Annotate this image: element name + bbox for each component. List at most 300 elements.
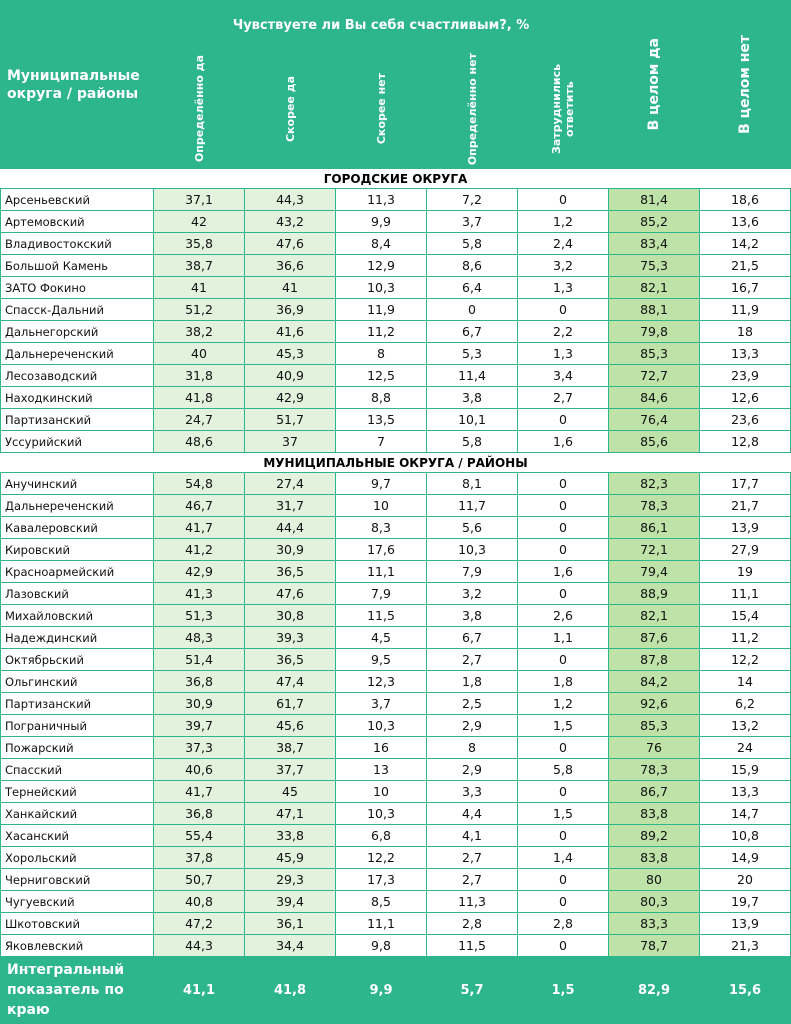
cell-value: 7 — [336, 431, 427, 453]
cell-value: 47,6 — [245, 583, 336, 605]
cell-value: 8 — [427, 737, 518, 759]
cell-value: 42,9 — [245, 387, 336, 409]
cell-value: 3,2 — [518, 255, 609, 277]
table-row — [1, 473, 791, 495]
region-name: Яковлевский — [1, 935, 154, 957]
region-name: Дальнереченский — [1, 343, 154, 365]
cell-value: 40,6 — [154, 759, 245, 781]
cell-value: 40,9 — [245, 365, 336, 387]
cell-value: 40 — [154, 343, 245, 365]
cell-value: 44,4 — [245, 517, 336, 539]
cell-value: 0 — [518, 781, 609, 803]
region-name: Пограничный — [1, 715, 154, 737]
cell-value: 12,2 — [336, 847, 427, 869]
table-row — [1, 605, 791, 627]
cell-value: 1,3 — [518, 343, 609, 365]
cell-value: 2,5 — [427, 693, 518, 715]
cell-value: 14,7 — [700, 803, 791, 825]
cell-value: 41,6 — [245, 321, 336, 343]
total-value: 82,9 — [609, 957, 700, 1024]
cell-value: 87,6 — [609, 627, 700, 649]
cell-value: 0 — [518, 473, 609, 495]
cell-value: 75,3 — [609, 255, 700, 277]
cell-value: 34,4 — [245, 935, 336, 957]
cell-value: 2,7 — [427, 649, 518, 671]
question-header: Чувствуете ли Вы себя счастливым?, % — [154, 1, 609, 50]
col-header-definitely-no — [427, 50, 518, 169]
total-value: 5,7 — [427, 957, 518, 1024]
table-row — [1, 671, 791, 693]
col-label: Скорее да — [283, 75, 297, 143]
total-value: 41,8 — [245, 957, 336, 1024]
cell-value: 10,3 — [336, 803, 427, 825]
cell-value: 92,6 — [609, 693, 700, 715]
region-name: Спасский — [1, 759, 154, 781]
table-row — [1, 299, 791, 321]
cell-value: 45,9 — [245, 847, 336, 869]
section-header-row — [1, 453, 791, 473]
region-name: Надеждинский — [1, 627, 154, 649]
table-row — [1, 233, 791, 255]
total-value: 41,1 — [154, 957, 245, 1024]
cell-value: 6,7 — [427, 627, 518, 649]
table-row — [1, 365, 791, 387]
cell-value: 1,3 — [518, 277, 609, 299]
region-name: Кировский — [1, 539, 154, 561]
cell-value: 41,7 — [154, 781, 245, 803]
cell-value: 41 — [154, 277, 245, 299]
cell-value: 31,7 — [245, 495, 336, 517]
table-row — [1, 387, 791, 409]
cell-value: 81,4 — [609, 189, 700, 211]
cell-value: 2,9 — [427, 759, 518, 781]
cell-value: 0 — [518, 299, 609, 321]
cell-value: 47,1 — [245, 803, 336, 825]
cell-value: 2,6 — [518, 605, 609, 627]
region-name: Спасск-Дальний — [1, 299, 154, 321]
cell-value: 85,3 — [609, 715, 700, 737]
cell-value: 37 — [245, 431, 336, 453]
table-row — [1, 211, 791, 233]
cell-value: 82,1 — [609, 277, 700, 299]
region-name: Тернейский — [1, 781, 154, 803]
table-row — [1, 255, 791, 277]
cell-value: 9,5 — [336, 649, 427, 671]
cell-value: 0 — [518, 539, 609, 561]
cell-value: 6,2 — [700, 693, 791, 715]
cell-value: 2,8 — [427, 913, 518, 935]
table-row — [1, 495, 791, 517]
cell-value: 1,2 — [518, 211, 609, 233]
table-row — [1, 737, 791, 759]
cell-value: 14 — [700, 671, 791, 693]
col-label: Определённо нет — [465, 52, 479, 166]
col-label: Определённо да — [192, 55, 206, 163]
cell-value: 41,3 — [154, 583, 245, 605]
cell-value: 15,4 — [700, 605, 791, 627]
cell-value: 54,8 — [154, 473, 245, 495]
cell-value: 42 — [154, 211, 245, 233]
cell-value: 10,3 — [336, 277, 427, 299]
region-name: Дальнегорский — [1, 321, 154, 343]
cell-value: 11,7 — [427, 495, 518, 517]
cell-value: 80 — [609, 869, 700, 891]
cell-value: 8,8 — [336, 387, 427, 409]
cell-value: 41,2 — [154, 539, 245, 561]
cell-value: 10,3 — [336, 715, 427, 737]
cell-value: 8,5 — [336, 891, 427, 913]
cell-value: 76,4 — [609, 409, 700, 431]
region-name: Уссурийский — [1, 431, 154, 453]
table-row — [1, 715, 791, 737]
cell-value: 84,6 — [609, 387, 700, 409]
cell-value: 82,1 — [609, 605, 700, 627]
table-row — [1, 847, 791, 869]
cell-value: 1,6 — [518, 431, 609, 453]
cell-value: 11,9 — [700, 299, 791, 321]
cell-value: 5,3 — [427, 343, 518, 365]
cell-value: 27,4 — [245, 473, 336, 495]
cell-value: 4,5 — [336, 627, 427, 649]
table-row — [1, 321, 791, 343]
cell-value: 45,3 — [245, 343, 336, 365]
region-name: Черниговский — [1, 869, 154, 891]
cell-value: 9,7 — [336, 473, 427, 495]
table-row — [1, 825, 791, 847]
cell-value: 1,8 — [427, 671, 518, 693]
cell-value: 17,3 — [336, 869, 427, 891]
cell-value: 11,9 — [336, 299, 427, 321]
region-name: Кавалеровский — [1, 517, 154, 539]
cell-value: 3,3 — [427, 781, 518, 803]
region-column-header: Муниципальные округа / районы — [1, 1, 154, 169]
cell-value: 13,6 — [700, 211, 791, 233]
cell-value: 3,7 — [427, 211, 518, 233]
cell-value: 55,4 — [154, 825, 245, 847]
cell-value: 9,9 — [336, 211, 427, 233]
cell-value: 2,7 — [427, 869, 518, 891]
table-row — [1, 781, 791, 803]
cell-value: 39,7 — [154, 715, 245, 737]
cell-value: 47,4 — [245, 671, 336, 693]
cell-value: 0 — [518, 517, 609, 539]
cell-value: 1,5 — [518, 803, 609, 825]
cell-value: 36,6 — [245, 255, 336, 277]
cell-value: 11,1 — [336, 913, 427, 935]
cell-value: 45 — [245, 781, 336, 803]
cell-value: 11,2 — [700, 627, 791, 649]
cell-value: 30,9 — [245, 539, 336, 561]
region-name: Дальнереченский — [1, 495, 154, 517]
cell-value: 13,3 — [700, 781, 791, 803]
cell-value: 10 — [336, 781, 427, 803]
region-name: Октябрьский — [1, 649, 154, 671]
table-row — [1, 431, 791, 453]
col-header-definitely-yes — [154, 50, 245, 169]
cell-value: 33,8 — [245, 825, 336, 847]
cell-value: 86,1 — [609, 517, 700, 539]
cell-value: 0 — [518, 935, 609, 957]
cell-value: 3,2 — [427, 583, 518, 605]
cell-value: 78,3 — [609, 495, 700, 517]
cell-value: 0 — [518, 189, 609, 211]
cell-value: 5,6 — [427, 517, 518, 539]
cell-value: 39,3 — [245, 627, 336, 649]
cell-value: 51,2 — [154, 299, 245, 321]
cell-value: 84,2 — [609, 671, 700, 693]
total-value: 9,9 — [336, 957, 427, 1024]
cell-value: 41 — [245, 277, 336, 299]
cell-value: 20 — [700, 869, 791, 891]
cell-value: 85,3 — [609, 343, 700, 365]
region-name: Артемовский — [1, 211, 154, 233]
cell-value: 36,8 — [154, 803, 245, 825]
cell-value: 43,2 — [245, 211, 336, 233]
cell-value: 8,4 — [336, 233, 427, 255]
cell-value: 2,2 — [518, 321, 609, 343]
cell-value: 38,7 — [245, 737, 336, 759]
cell-value: 1,6 — [518, 561, 609, 583]
cell-value: 5,8 — [427, 431, 518, 453]
cell-value: 51,7 — [245, 409, 336, 431]
cell-value: 85,6 — [609, 431, 700, 453]
cell-value: 78,3 — [609, 759, 700, 781]
cell-value: 17,7 — [700, 473, 791, 495]
cell-value: 21,3 — [700, 935, 791, 957]
total-no-header — [700, 1, 791, 169]
total-yes-label: В целом да — [645, 38, 662, 131]
table-row — [1, 561, 791, 583]
region-name: Чугуевский — [1, 891, 154, 913]
cell-value: 4,1 — [427, 825, 518, 847]
region-name: Михайловский — [1, 605, 154, 627]
region-name: Владивостокский — [1, 233, 154, 255]
region-name: Хорольский — [1, 847, 154, 869]
total-row — [1, 957, 791, 1024]
cell-value: 40,8 — [154, 891, 245, 913]
cell-value: 79,8 — [609, 321, 700, 343]
cell-value: 2,4 — [518, 233, 609, 255]
col-label: Скорее нет — [374, 73, 388, 145]
cell-value: 10,3 — [427, 539, 518, 561]
cell-value: 16,7 — [700, 277, 791, 299]
cell-value: 72,1 — [609, 539, 700, 561]
cell-value: 50,7 — [154, 869, 245, 891]
cell-value: 14,9 — [700, 847, 791, 869]
cell-value: 2,9 — [427, 715, 518, 737]
cell-value: 36,1 — [245, 913, 336, 935]
table-row — [1, 517, 791, 539]
table-body — [1, 169, 791, 957]
cell-value: 83,8 — [609, 847, 700, 869]
cell-value: 44,3 — [245, 189, 336, 211]
cell-value: 87,8 — [609, 649, 700, 671]
region-name: Ханкайский — [1, 803, 154, 825]
cell-value: 17,6 — [336, 539, 427, 561]
table-row — [1, 539, 791, 561]
cell-value: 8,3 — [336, 517, 427, 539]
cell-value: 10,8 — [700, 825, 791, 847]
region-name: Арсеньевский — [1, 189, 154, 211]
table-row — [1, 189, 791, 211]
cell-value: 0 — [518, 649, 609, 671]
cell-value: 48,6 — [154, 431, 245, 453]
cell-value: 3,7 — [336, 693, 427, 715]
cell-value: 35,8 — [154, 233, 245, 255]
cell-value: 1,4 — [518, 847, 609, 869]
cell-value: 85,2 — [609, 211, 700, 233]
cell-value: 82,3 — [609, 473, 700, 495]
cell-value: 89,2 — [609, 825, 700, 847]
cell-value: 0 — [518, 409, 609, 431]
cell-value: 4,4 — [427, 803, 518, 825]
cell-value: 31,8 — [154, 365, 245, 387]
region-name: ЗАТО Фокино — [1, 277, 154, 299]
cell-value: 6,7 — [427, 321, 518, 343]
cell-value: 5,8 — [427, 233, 518, 255]
cell-value: 5,8 — [518, 759, 609, 781]
cell-value: 83,4 — [609, 233, 700, 255]
cell-value: 11,1 — [336, 561, 427, 583]
cell-value: 13 — [336, 759, 427, 781]
cell-value: 10,1 — [427, 409, 518, 431]
cell-value: 48,3 — [154, 627, 245, 649]
cell-value: 12,6 — [700, 387, 791, 409]
cell-value: 8,1 — [427, 473, 518, 495]
cell-value: 12,8 — [700, 431, 791, 453]
table-row — [1, 913, 791, 935]
cell-value: 27,9 — [700, 539, 791, 561]
cell-value: 38,2 — [154, 321, 245, 343]
cell-value: 78,7 — [609, 935, 700, 957]
table-row — [1, 627, 791, 649]
cell-value: 23,9 — [700, 365, 791, 387]
cell-value: 11,1 — [700, 583, 791, 605]
region-name: Лесозаводский — [1, 365, 154, 387]
cell-value: 14,2 — [700, 233, 791, 255]
cell-value: 11,5 — [336, 605, 427, 627]
cell-value: 3,8 — [427, 605, 518, 627]
region-name: Находкинский — [1, 387, 154, 409]
cell-value: 13,2 — [700, 715, 791, 737]
cell-value: 79,4 — [609, 561, 700, 583]
cell-value: 11,5 — [427, 935, 518, 957]
cell-value: 2,7 — [518, 387, 609, 409]
cell-value: 37,7 — [245, 759, 336, 781]
cell-value: 7,9 — [427, 561, 518, 583]
region-name: Хасанский — [1, 825, 154, 847]
cell-value: 12,9 — [336, 255, 427, 277]
col-label: Затруднились ответить — [550, 63, 576, 155]
cell-value: 3,4 — [518, 365, 609, 387]
cell-value: 1,2 — [518, 693, 609, 715]
cell-value: 37,1 — [154, 189, 245, 211]
cell-value: 37,3 — [154, 737, 245, 759]
cell-value: 45,6 — [245, 715, 336, 737]
cell-value: 29,3 — [245, 869, 336, 891]
region-name: Партизанский — [1, 693, 154, 715]
cell-value: 41,8 — [154, 387, 245, 409]
cell-value: 7,2 — [427, 189, 518, 211]
cell-value: 0 — [518, 825, 609, 847]
region-name: Красноармейский — [1, 561, 154, 583]
cell-value: 41,7 — [154, 517, 245, 539]
cell-value: 0 — [518, 495, 609, 517]
table-row — [1, 277, 791, 299]
region-name: Лазовский — [1, 583, 154, 605]
table-row — [1, 649, 791, 671]
table-row — [1, 803, 791, 825]
cell-value: 13,3 — [700, 343, 791, 365]
section-title: ГОРОДСКИЕ ОКРУГА — [1, 169, 791, 189]
cell-value: 30,8 — [245, 605, 336, 627]
cell-value: 83,3 — [609, 913, 700, 935]
total-no-label: В целом нет — [736, 35, 753, 134]
cell-value: 9,8 — [336, 935, 427, 957]
cell-value: 19 — [700, 561, 791, 583]
total-label: Интегральный показатель по краю — [1, 957, 154, 1024]
cell-value: 1,5 — [518, 715, 609, 737]
cell-value: 0 — [518, 891, 609, 913]
table-row — [1, 693, 791, 715]
cell-value: 21,7 — [700, 495, 791, 517]
cell-value: 2,7 — [427, 847, 518, 869]
cell-value: 38,7 — [154, 255, 245, 277]
cell-value: 88,9 — [609, 583, 700, 605]
cell-value: 6,8 — [336, 825, 427, 847]
region-name: Анучинский — [1, 473, 154, 495]
cell-value: 36,8 — [154, 671, 245, 693]
cell-value: 13,5 — [336, 409, 427, 431]
cell-value: 44,3 — [154, 935, 245, 957]
table-row — [1, 409, 791, 431]
cell-value: 11,3 — [427, 891, 518, 913]
cell-value: 21,5 — [700, 255, 791, 277]
cell-value: 3,8 — [427, 387, 518, 409]
cell-value: 15,9 — [700, 759, 791, 781]
cell-value: 83,8 — [609, 803, 700, 825]
cell-value: 86,7 — [609, 781, 700, 803]
cell-value: 88,1 — [609, 299, 700, 321]
cell-value: 42,9 — [154, 561, 245, 583]
cell-value: 24,7 — [154, 409, 245, 431]
col-header-rather-yes — [245, 50, 336, 169]
cell-value: 47,6 — [245, 233, 336, 255]
cell-value: 11,3 — [336, 189, 427, 211]
cell-value: 8,6 — [427, 255, 518, 277]
cell-value: 47,2 — [154, 913, 245, 935]
total-value: 15,6 — [700, 957, 791, 1024]
cell-value: 16 — [336, 737, 427, 759]
cell-value: 11,4 — [427, 365, 518, 387]
region-name: Большой Камень — [1, 255, 154, 277]
cell-value: 80,3 — [609, 891, 700, 913]
cell-value: 12,2 — [700, 649, 791, 671]
cell-value: 1,1 — [518, 627, 609, 649]
cell-value: 13,9 — [700, 517, 791, 539]
cell-value: 51,3 — [154, 605, 245, 627]
table-row — [1, 891, 791, 913]
cell-value: 12,3 — [336, 671, 427, 693]
region-name: Партизанский — [1, 409, 154, 431]
cell-value: 18 — [700, 321, 791, 343]
cell-value: 72,7 — [609, 365, 700, 387]
cell-value: 11,2 — [336, 321, 427, 343]
cell-value: 76 — [609, 737, 700, 759]
cell-value: 7,9 — [336, 583, 427, 605]
cell-value: 39,4 — [245, 891, 336, 913]
cell-value: 2,8 — [518, 913, 609, 935]
